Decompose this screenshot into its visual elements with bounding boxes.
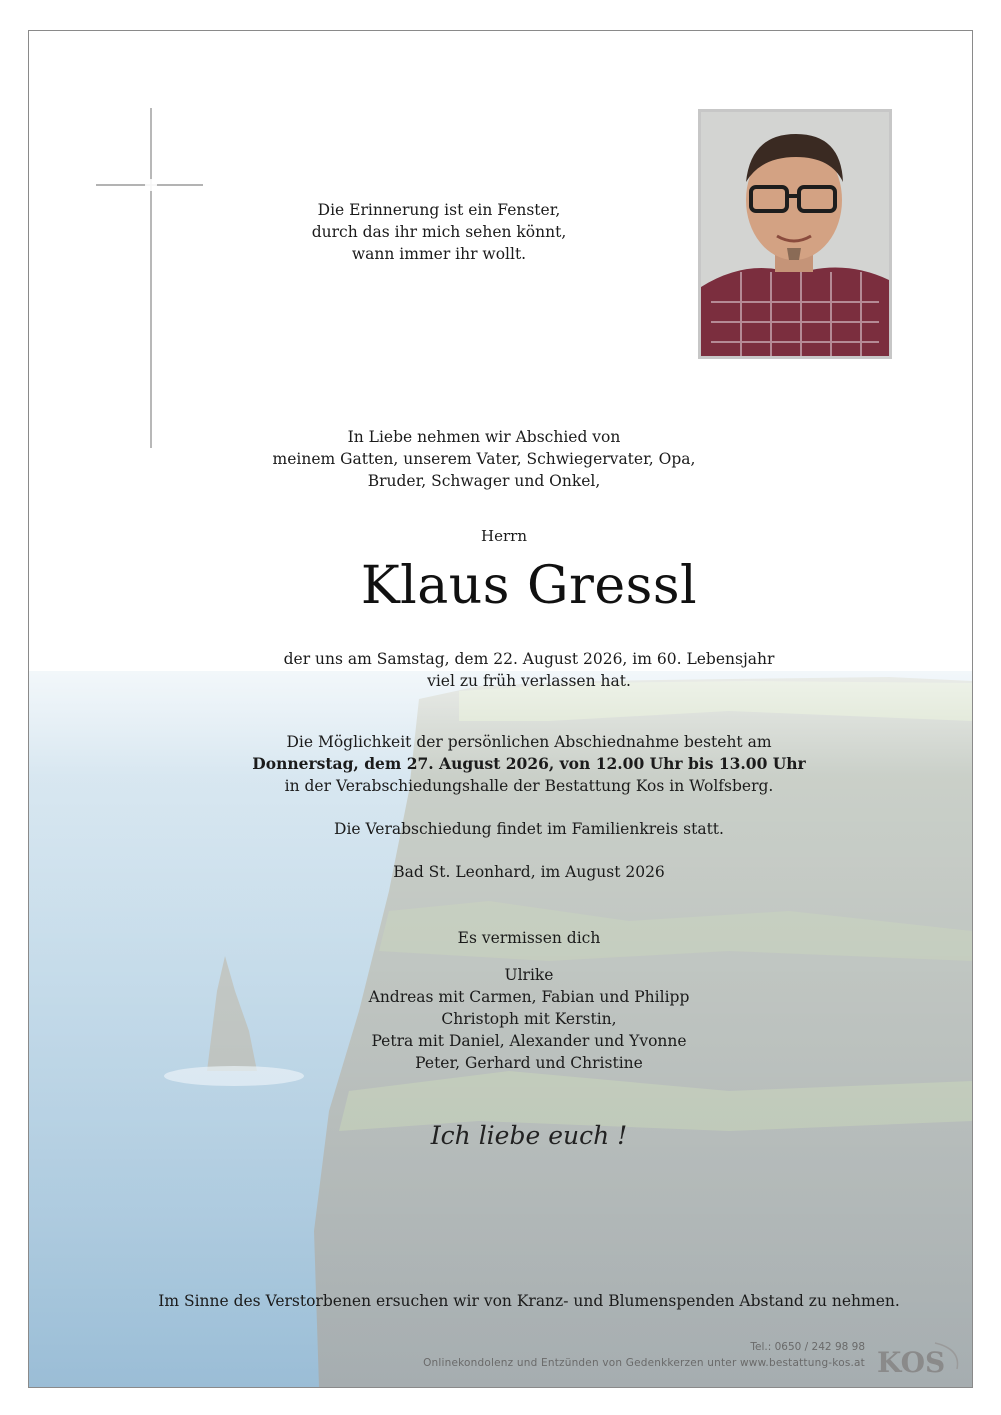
logo-text: KOS [877, 1346, 946, 1379]
viewing-location: in der Verabschiedungshalle der Bestattung Kos in Wolfsberg. [284, 777, 774, 795]
quote-line: wann immer ihr wollt. [351, 245, 527, 263]
deceased-name: Klaus Gressl [360, 556, 698, 616]
intro-line: Bruder, Schwager und Onkel, [367, 472, 601, 490]
cross-icon [91, 103, 211, 453]
intro-line: meinem Gatten, unserem Vater, Schwiegervater, Opa, [272, 450, 696, 468]
quote-line: durch das ihr mich sehen könnt, [311, 223, 567, 241]
closing-words: Ich liebe euch ! [430, 1121, 628, 1150]
kos-logo-icon [873, 1339, 963, 1379]
donation-request: Im Sinne des Verstorbenen ersuchen wir von Kranz- und Blumenspenden Abstand zu nehmen. [158, 1292, 900, 1310]
mourner-line: Petra mit Daniel, Alexander und Yvonne [371, 1032, 687, 1050]
footer-online-condolence: Onlinekondolenz und Entzünden von Gedenkkerzen unter www.bestattung-kos.at [423, 1357, 865, 1369]
portrait-photo [698, 109, 892, 359]
mourner-line: Christoph mit Kerstin, [441, 1010, 617, 1028]
mourner-line: Ulrike [504, 966, 554, 984]
mourners-heading: Es vermissen dich [457, 929, 601, 947]
death-notice-line: viel zu früh verlassen hat. [427, 672, 631, 690]
mourner-line: Peter, Gerhard und Christine [415, 1054, 643, 1072]
viewing-info [209, 731, 849, 797]
quote-line: Die Erinnerung ist ein Fenster, [317, 201, 561, 219]
farewell-intro [259, 426, 709, 492]
footer-telephone: Tel.: 0650 / 242 98 98 [750, 1341, 865, 1353]
private-ceremony-note: Die Verabschiedung findet im Familienkreis statt. [334, 820, 724, 838]
place-date: Bad St. Leonhard, im August 2026 [393, 863, 665, 881]
memorial-quote [239, 199, 639, 265]
obituary-notice [28, 30, 973, 1388]
viewing-line: Die Möglichkeit der persönlichen Abschiednahme besteht am [286, 733, 772, 751]
honorific: Herrn [481, 527, 527, 545]
intro-line: In Liebe nehmen wir Abschied von [347, 428, 621, 446]
mourners-list [229, 964, 829, 1074]
viewing-datetime: Donnerstag, dem 27. August 2026, von 12.00 Uhr bis 13.00 Uhr [252, 754, 806, 773]
mourner-line: Andreas mit Carmen, Fabian und Philipp [368, 988, 690, 1006]
death-notice-line: der uns am Samstag, dem 22. August 2026, im 60. Lebensjahr [283, 650, 775, 668]
death-notice [229, 648, 829, 692]
